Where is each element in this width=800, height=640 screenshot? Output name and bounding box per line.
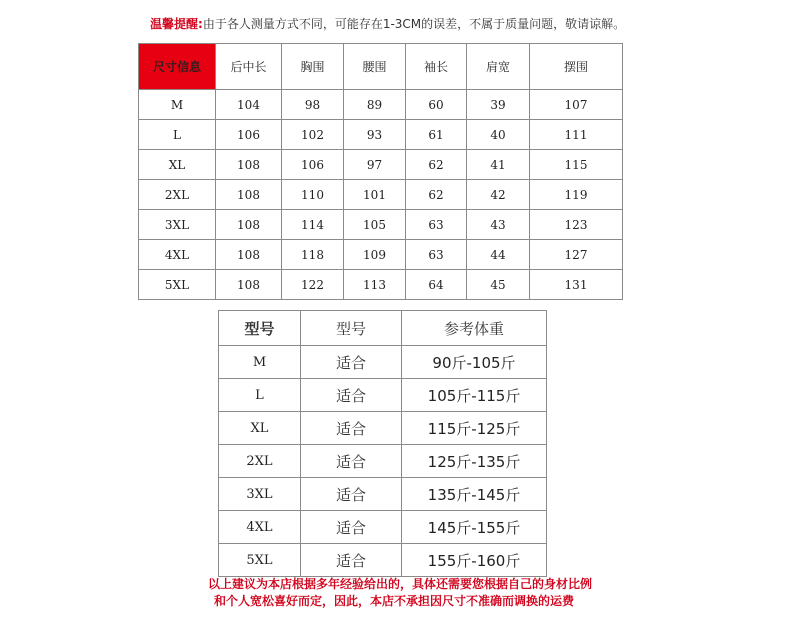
value-cell: 61 xyxy=(406,120,467,150)
value-cell: 104 xyxy=(216,90,282,120)
weight-table-corner: 型号 xyxy=(219,311,301,346)
size-cell: L xyxy=(219,379,301,412)
size-table xyxy=(138,43,623,300)
fit-cell: 适合 xyxy=(301,478,402,511)
value-cell: 127 xyxy=(530,240,623,270)
size-cell: 5XL xyxy=(219,544,301,577)
value-cell: 114 xyxy=(282,210,344,240)
table-row xyxy=(139,180,623,210)
weight-table xyxy=(218,310,547,577)
size-cell: M xyxy=(139,90,216,120)
value-cell: 108 xyxy=(216,210,282,240)
notice xyxy=(150,14,790,34)
value-cell: 115 xyxy=(530,150,623,180)
size-cell: 2XL xyxy=(139,180,216,210)
table-row xyxy=(139,150,623,180)
fit-cell: 适合 xyxy=(301,412,402,445)
weight-cell: 145斤-155斤 xyxy=(402,511,547,544)
value-cell: 63 xyxy=(406,210,467,240)
size-cell: 2XL xyxy=(219,445,301,478)
footer-line-2: 和个人宽松喜好而定，因此，本店不承担因尺寸不准确而调换的运费 xyxy=(213,594,574,608)
value-cell: 97 xyxy=(344,150,406,180)
value-cell: 131 xyxy=(530,270,623,300)
value-cell: 41 xyxy=(467,150,530,180)
table-row xyxy=(139,240,623,270)
table-row xyxy=(219,412,547,445)
notice-text: 由于各人测量方式不同，可能存在1-3CM的误差，不属于质量问题，敬请谅解。 xyxy=(202,17,626,31)
table-row xyxy=(139,210,623,240)
footer-line-1: 以上建议为本店根据多年经验给出的，具体还需要您根据自己的身材比例 xyxy=(207,577,592,591)
value-cell: 113 xyxy=(344,270,406,300)
size-cell: 3XL xyxy=(219,478,301,511)
table-row xyxy=(219,346,547,379)
header-cell: 胸围 xyxy=(282,44,344,90)
size-cell: 4XL xyxy=(139,240,216,270)
header-cell: 参考体重 xyxy=(402,311,547,346)
size-table-header xyxy=(139,44,623,90)
notice-label: 温馨提醒: xyxy=(150,17,203,31)
value-cell: 43 xyxy=(467,210,530,240)
value-cell: 107 xyxy=(530,90,623,120)
value-cell: 45 xyxy=(467,270,530,300)
value-cell: 105 xyxy=(344,210,406,240)
value-cell: 60 xyxy=(406,90,467,120)
table-row xyxy=(139,270,623,300)
value-cell: 118 xyxy=(282,240,344,270)
size-cell: 5XL xyxy=(139,270,216,300)
table-row xyxy=(219,544,547,577)
size-cell: XL xyxy=(219,412,301,445)
value-cell: 108 xyxy=(216,150,282,180)
size-cell: L xyxy=(139,120,216,150)
header-cell: 袖长 xyxy=(406,44,467,90)
value-cell: 98 xyxy=(282,90,344,120)
value-cell: 101 xyxy=(344,180,406,210)
table-row xyxy=(139,120,623,150)
weight-cell: 135斤-145斤 xyxy=(402,478,547,511)
value-cell: 109 xyxy=(344,240,406,270)
value-cell: 93 xyxy=(344,120,406,150)
weight-cell: 125斤-135斤 xyxy=(402,445,547,478)
size-table-corner: 尺寸信息 xyxy=(139,44,216,90)
value-cell: 62 xyxy=(406,180,467,210)
value-cell: 102 xyxy=(282,120,344,150)
weight-table-header xyxy=(219,311,547,346)
value-cell: 108 xyxy=(216,270,282,300)
header-cell: 腰围 xyxy=(344,44,406,90)
fit-cell: 适合 xyxy=(301,346,402,379)
value-cell: 123 xyxy=(530,210,623,240)
value-cell: 106 xyxy=(216,120,282,150)
header-cell: 摆围 xyxy=(530,44,623,90)
value-cell: 40 xyxy=(467,120,530,150)
table-row xyxy=(219,478,547,511)
size-cell: 4XL xyxy=(219,511,301,544)
table-row xyxy=(219,511,547,544)
weight-cell: 90斤-105斤 xyxy=(402,346,547,379)
weight-cell: 105斤-115斤 xyxy=(402,379,547,412)
header-cell: 肩宽 xyxy=(467,44,530,90)
value-cell: 122 xyxy=(282,270,344,300)
value-cell: 42 xyxy=(467,180,530,210)
table-row xyxy=(139,90,623,120)
fit-cell: 适合 xyxy=(301,379,402,412)
value-cell: 108 xyxy=(216,180,282,210)
value-cell: 111 xyxy=(530,120,623,150)
table-row xyxy=(219,379,547,412)
size-cell: 3XL xyxy=(139,210,216,240)
size-cell: M xyxy=(219,346,301,379)
header-cell: 后中长 xyxy=(216,44,282,90)
weight-cell: 155斤-160斤 xyxy=(402,544,547,577)
size-cell: XL xyxy=(139,150,216,180)
value-cell: 119 xyxy=(530,180,623,210)
header-cell: 型号 xyxy=(301,311,402,346)
value-cell: 62 xyxy=(406,150,467,180)
value-cell: 110 xyxy=(282,180,344,210)
value-cell: 64 xyxy=(406,270,467,300)
value-cell: 39 xyxy=(467,90,530,120)
value-cell: 89 xyxy=(344,90,406,120)
value-cell: 63 xyxy=(406,240,467,270)
value-cell: 106 xyxy=(282,150,344,180)
fit-cell: 适合 xyxy=(301,511,402,544)
fit-cell: 适合 xyxy=(301,445,402,478)
fit-cell: 适合 xyxy=(301,544,402,577)
value-cell: 44 xyxy=(467,240,530,270)
table-row xyxy=(219,445,547,478)
value-cell: 108 xyxy=(216,240,282,270)
weight-cell: 115斤-125斤 xyxy=(402,412,547,445)
